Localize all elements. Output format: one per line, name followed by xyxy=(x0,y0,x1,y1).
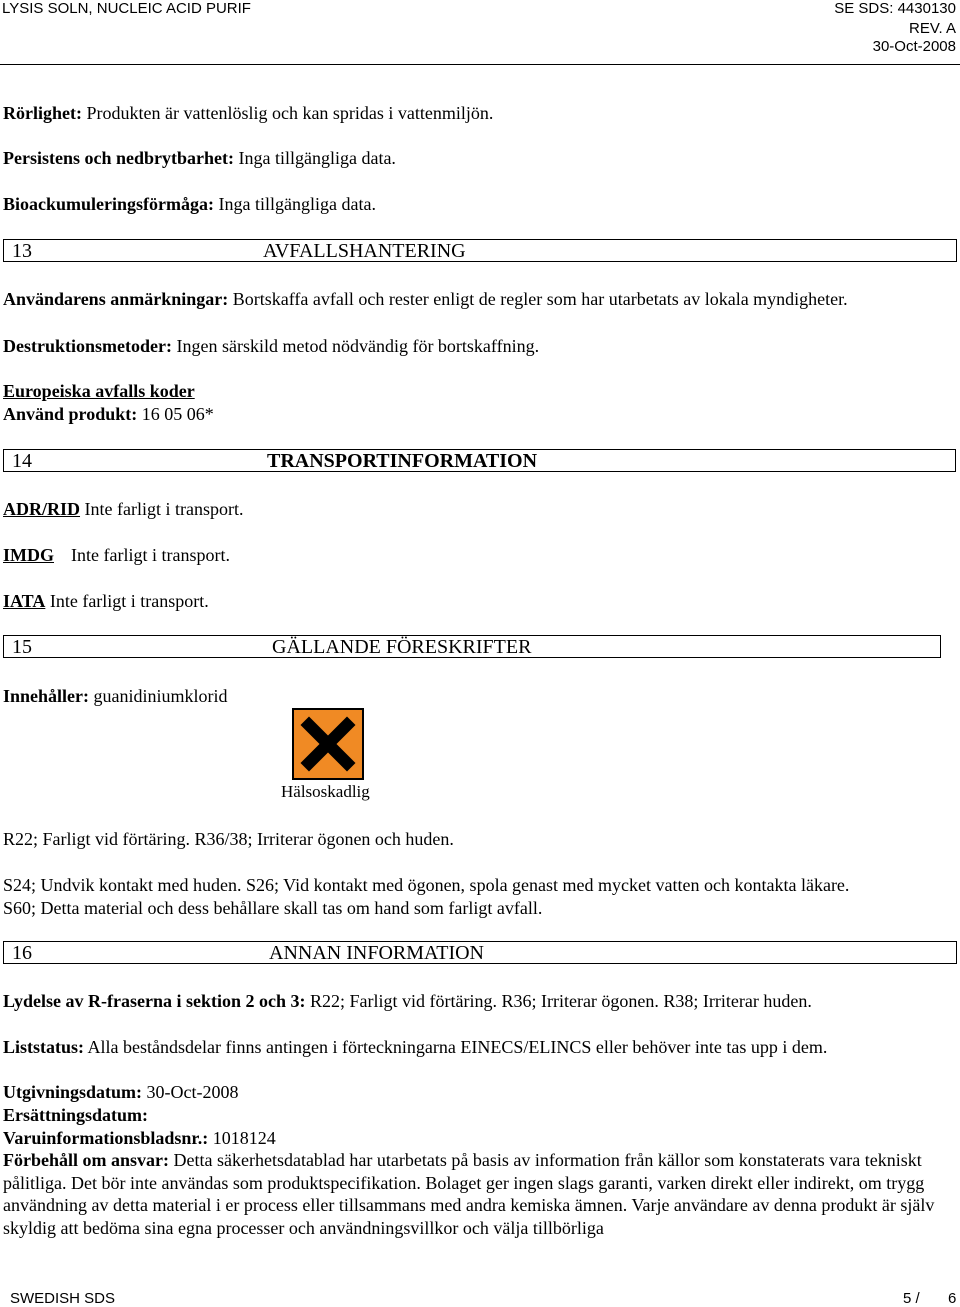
mobility-row xyxy=(3,102,493,124)
user-notes-row xyxy=(3,288,848,310)
contains-label: Innehåller: xyxy=(3,686,90,706)
header-product-name: LYSIS SOLN, NUCLEIC ACID PURIF xyxy=(2,0,251,17)
issue-date-row xyxy=(3,1081,239,1103)
user-notes-label: Användarens anmärkningar: xyxy=(3,289,229,309)
section-14-number: 14 xyxy=(12,450,32,472)
footer-total-pages: 6 xyxy=(948,1290,957,1307)
contains-value: guanidiniumklorid xyxy=(93,686,228,706)
r-text-row xyxy=(3,990,812,1012)
imdg-label: IMDG xyxy=(3,545,54,565)
r-text-label: Lydelse av R-fraserna i sektion 2 och 3: xyxy=(3,991,306,1011)
issue-date-label: Utgivningsdatum: xyxy=(3,1082,143,1102)
iata-row xyxy=(3,590,209,612)
disposal-methods-label: Destruktionsmetoder: xyxy=(3,336,172,356)
persistence-row xyxy=(3,147,396,169)
disclaimer-paragraph xyxy=(3,1149,958,1239)
used-product-value: 16 05 06* xyxy=(141,404,214,424)
header-divider xyxy=(0,64,960,65)
imdg-value: Inte farligt i transport. xyxy=(71,545,230,565)
supersedes-label: Ersättningsdatum: xyxy=(3,1105,149,1125)
disclaimer-label: Förbehåll om ansvar: xyxy=(3,1150,169,1170)
header-date: 30-Oct-2008 xyxy=(872,38,956,55)
user-notes-value: Bortskaffa avfall och rester enligt de regler som har utarbetats av lokala myndigheter. xyxy=(232,289,848,309)
iata-label: IATA xyxy=(3,591,46,611)
header-sds-number: SE SDS: 4430130 xyxy=(834,0,956,17)
sds-number-label: Varuinformationsbladsnr.: xyxy=(3,1128,209,1148)
header-revision: REV. A xyxy=(909,20,956,37)
disclaimer-value: Detta säkerhetsdatablad har utarbetats på basis av information från källor som konstaterats vara tekniskt pålitliga. Det bör inte användas som produktspecifikation. Bolaget ger ingen slags garanti, varken direkt eller indirekt, om trygg användning av detta material i er process eller tillsammans med andra kemiska ämnen. Varje användare av denna produkt är själv skyldig att bedöma sina egna processer och användningsvillkor och välja tillbörliga xyxy=(3,1150,935,1238)
s-phrases-line-2: S60; Detta material och dess behållare skall tas om hand som farligt avfall. xyxy=(3,898,543,918)
issue-date-value: 30-Oct-2008 xyxy=(146,1082,239,1102)
eu-waste-codes-heading: Europeiska avfalls koder xyxy=(3,381,195,401)
section-16-header xyxy=(3,941,957,964)
iata-value: Inte farligt i transport. xyxy=(49,591,209,611)
bioaccumulation-label: Bioackumuleringsförmåga: xyxy=(3,194,214,214)
persistence-value: Inga tillgängliga data. xyxy=(238,148,396,168)
section-13-title: AVFALLSHANTERING xyxy=(263,240,466,262)
supersedes-row xyxy=(3,1104,148,1126)
contains-row xyxy=(3,685,228,707)
sds-number-value: 1018124 xyxy=(212,1128,276,1148)
r-phrases: R22; Farligt vid förtäring. R36/38; Irriterar ögonen och huden. xyxy=(3,829,454,849)
disposal-methods-value: Ingen särskild metod nödvändig för bortskaffning. xyxy=(176,336,540,356)
section-16-title: ANNAN INFORMATION xyxy=(269,942,484,964)
list-status-label: Liststatus: xyxy=(3,1037,85,1057)
harmful-x-icon xyxy=(292,708,364,780)
pictogram-caption: Hälsoskadlig xyxy=(281,782,370,801)
section-13-number: 13 xyxy=(12,240,32,262)
s-phrases-line-1: S24; Undvik kontakt med huden. S26; Vid kontakt med ögonen, spola genast med mycket vatten och kontakta läkare. xyxy=(3,875,850,895)
used-product-label: Använd produkt: xyxy=(3,404,138,424)
persistence-label: Persistens och nedbrytbarhet: xyxy=(3,148,234,168)
bioaccumulation-value: Inga tillgängliga data. xyxy=(218,194,376,214)
bioaccumulation-row xyxy=(3,193,376,215)
footer-page: 5 / xyxy=(903,1290,920,1307)
r-text-value: R22; Farligt vid förtäring. R36; Irriterar ögonen. R38; Irriterar huden. xyxy=(309,991,812,1011)
section-14-title: TRANSPORTINFORMATION xyxy=(267,450,538,472)
used-product-row xyxy=(3,403,214,425)
adr-value: Inte farligt i transport. xyxy=(84,499,244,519)
adr-row xyxy=(3,498,243,520)
footer-doc-type: SWEDISH SDS xyxy=(10,1290,116,1307)
section-15-number: 15 xyxy=(12,636,32,658)
sds-number-row xyxy=(3,1127,276,1149)
section-13-header xyxy=(3,239,957,262)
section-15-title: GÄLLANDE FÖRESKRIFTER xyxy=(272,636,532,658)
list-status-row xyxy=(3,1036,827,1058)
section-16-number: 16 xyxy=(12,942,32,964)
disposal-methods-row xyxy=(3,335,539,357)
list-status-value: Alla beståndsdelar finns antingen i förteckningarna EINECS/ELINCS eller behöver inte tas upp i dem. xyxy=(87,1037,828,1057)
imdg-row xyxy=(3,544,230,566)
adr-label: ADR/RID xyxy=(3,499,81,519)
section-15-header xyxy=(3,635,941,658)
section-14-header xyxy=(3,449,956,472)
mobility-label: Rörlighet: xyxy=(3,103,82,123)
mobility-value: Produkten är vattenlöslig och kan spridas i vattenmiljön. xyxy=(86,103,494,123)
